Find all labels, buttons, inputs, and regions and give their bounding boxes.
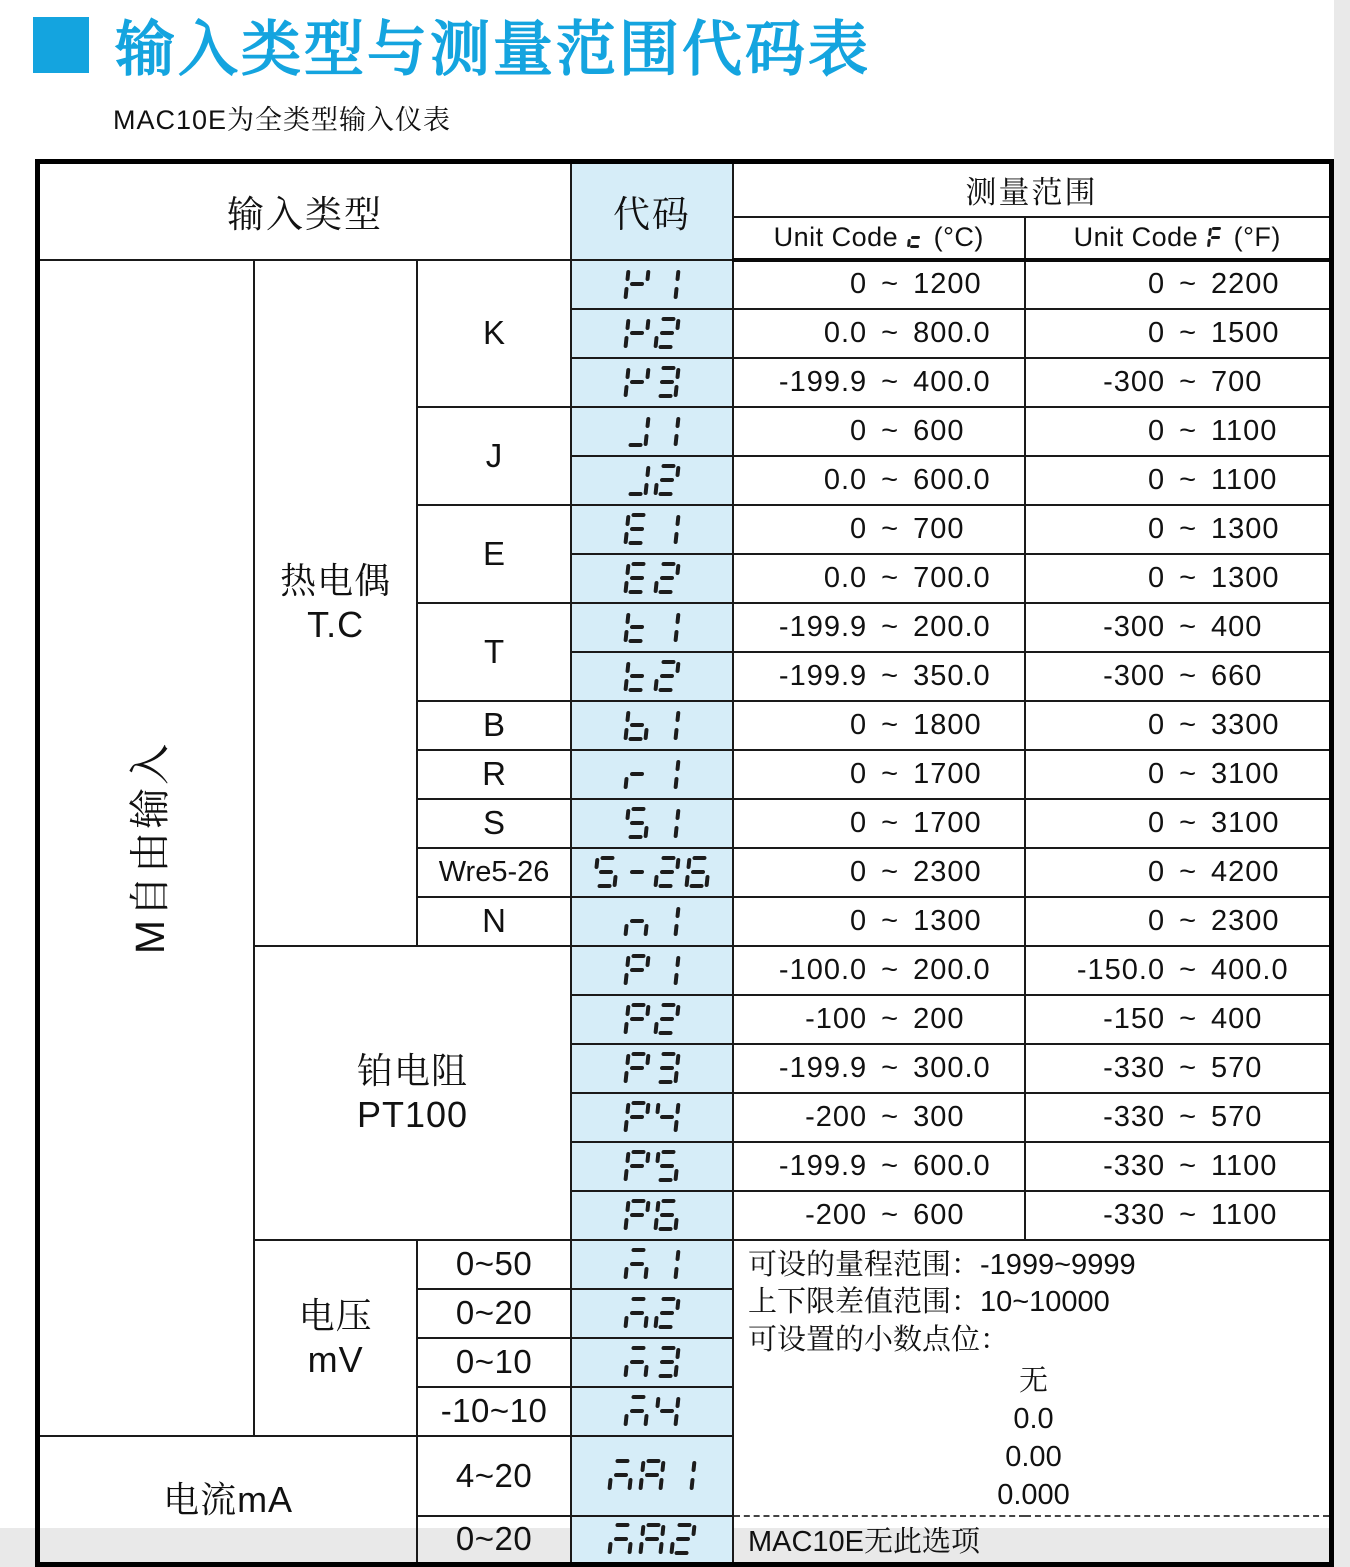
header-input-type: 输入类型 <box>38 162 571 260</box>
code-cell <box>571 799 733 848</box>
thermocouple-group-cell <box>254 260 417 946</box>
seven-segment-f-icon <box>1208 227 1223 248</box>
tc-type-cell: J <box>417 407 571 505</box>
range-f-cell: -330 ~ 570 <box>1025 1093 1332 1142</box>
thermocouple-label-cn: 热电偶 <box>280 560 392 602</box>
decimal-option: 无 <box>1018 1364 1048 1397</box>
code-cell <box>571 554 733 603</box>
range-c-cell: 0 ~ 600 <box>733 407 1025 456</box>
range-f-cell: 0 ~ 1300 <box>1025 505 1332 554</box>
seven-segment-code <box>625 513 679 545</box>
range-f-cell <box>1025 260 1332 309</box>
decimal-option: 0.000 <box>997 1479 1070 1512</box>
code-cell <box>571 750 733 799</box>
code-cell <box>571 456 733 505</box>
seven-segment-code <box>625 709 679 741</box>
note-line: 可设的量程范围：-1999~9999 <box>747 1248 1136 1281</box>
page-title-row <box>33 12 1334 83</box>
range-c-cell: -100 ~ 200 <box>733 995 1025 1044</box>
code-cell <box>571 995 733 1044</box>
range-c-cell: -200 ~ 300 <box>733 1093 1025 1142</box>
code-cell <box>571 1338 733 1387</box>
unit-c-prefix: Unit Code <box>773 222 899 252</box>
note-line: 可设置的小数点位： <box>747 1323 1009 1356</box>
tc-type-cell: Wre5-26 <box>417 848 571 897</box>
range-f-cell: -330 ~ 1100 <box>1025 1142 1332 1191</box>
voltage-range-cell: 0~20 <box>417 1289 571 1338</box>
range-c-cell: 0.0 ~ 700.0 <box>733 554 1025 603</box>
range-f-cell: 0 ~ 1300 <box>1025 554 1332 603</box>
tc-type-cell: T <box>417 603 571 701</box>
range-separator: ~ <box>1179 268 1198 300</box>
range-f-cell: -300 ~ 660 <box>1025 652 1332 701</box>
seven-segment-code <box>625 954 679 986</box>
code-cell <box>571 946 733 995</box>
header-row-1 <box>38 162 1332 217</box>
input-type-range-code-table <box>35 159 1334 1567</box>
range-c-cell: -199.9 ~ 200.0 <box>733 603 1025 652</box>
range-c-cell: 0.0 ~ 600.0 <box>733 456 1025 505</box>
seven-segment-code <box>625 1052 679 1084</box>
range-c-cell: -200 ~ 600 <box>733 1191 1025 1240</box>
range-f-cell: -300 ~ 700 <box>1025 358 1332 407</box>
voltage-range-cell: -10~10 <box>417 1387 571 1436</box>
unit-f-suffix: (°F) <box>1233 222 1281 252</box>
range-c-cell: 0 ~ 1300 <box>733 897 1025 946</box>
seven-segment-code <box>625 1101 679 1133</box>
voltage-range-cell: 0~10 <box>417 1338 571 1387</box>
tc-type-cell: B <box>417 701 571 750</box>
range-c-cell: -199.9 ~ 400.0 <box>733 358 1025 407</box>
table-row <box>38 260 1332 309</box>
code-cell <box>571 1516 733 1565</box>
seven-segment-code <box>625 1346 679 1378</box>
note-line: 上下限差值范围：10~10000 <box>747 1286 1110 1319</box>
seven-segment-code <box>625 317 679 349</box>
range-max: 2200 <box>1211 268 1280 300</box>
seven-segment-code <box>625 415 679 447</box>
mac-note-cell: MAC10E无此选项 <box>733 1516 1332 1565</box>
code-cell <box>571 505 733 554</box>
range-f-cell: 0 ~ 3300 <box>1025 701 1332 750</box>
range-c-cell: 0 ~ 1700 <box>733 750 1025 799</box>
range-f-cell: 0 ~ 3100 <box>1025 750 1332 799</box>
code-cell <box>571 309 733 358</box>
seven-segment-code <box>609 1523 694 1555</box>
tc-type-cell: K <box>417 260 571 407</box>
range-c-cell: -100.0 ~ 200.0 <box>733 946 1025 995</box>
seven-segment-code <box>625 1297 679 1329</box>
range-min: 0 <box>850 268 868 300</box>
voltage-range-cell: 0~50 <box>417 1240 571 1289</box>
seven-segment-code <box>625 1199 679 1231</box>
seven-segment-code <box>625 807 679 839</box>
seven-segment-code <box>625 1395 679 1427</box>
seven-segment-code <box>625 660 679 692</box>
range-f-cell: 0 ~ 1100 <box>1025 407 1332 456</box>
code-cell <box>571 1093 733 1142</box>
current-range-cell: 0~20 <box>417 1516 571 1565</box>
unit-c-suffix: (°C) <box>933 222 984 252</box>
code-cell <box>571 1044 733 1093</box>
code-cell <box>571 848 733 897</box>
range-f-cell: 0 ~ 1500 <box>1025 309 1332 358</box>
code-cell <box>571 1289 733 1338</box>
header-unit-fahrenheit <box>1025 217 1332 260</box>
seven-segment-code <box>625 1248 679 1280</box>
seven-segment-code <box>625 758 679 790</box>
rtd-label-en: PT100 <box>357 1093 469 1135</box>
header-unit-celsius <box>733 217 1025 260</box>
seven-segment-code <box>625 611 679 643</box>
range-c-cell: 0 ~ 1700 <box>733 799 1025 848</box>
range-c-cell: -199.9 ~ 600.0 <box>733 1142 1025 1191</box>
code-cell <box>571 260 733 309</box>
code-cell <box>571 407 733 456</box>
decimal-option: 0.0 <box>1013 1402 1054 1435</box>
seven-segment-code <box>594 856 710 888</box>
unit-f-prefix: Unit Code <box>1073 222 1199 252</box>
decimal-options <box>748 1362 1319 1515</box>
code-cell <box>571 358 733 407</box>
voltage-group-cell <box>254 1240 417 1436</box>
title-bullet-square-icon <box>33 17 89 73</box>
code-cell <box>571 1436 733 1516</box>
seven-segment-code <box>625 464 679 496</box>
range-f-cell: -300 ~ 400 <box>1025 603 1332 652</box>
seven-segment-code <box>625 366 679 398</box>
seven-segment-c-icon <box>908 227 923 248</box>
decimal-option: 0.00 <box>1005 1441 1062 1474</box>
code-cell <box>571 1240 733 1289</box>
range-f-cell: -150 ~ 400 <box>1025 995 1332 1044</box>
current-label: 电流mA <box>163 1478 294 1520</box>
range-f-cell: 0 ~ 1100 <box>1025 456 1332 505</box>
range-f-cell: -330 ~ 1100 <box>1025 1191 1332 1240</box>
current-group-cell <box>38 1436 418 1565</box>
code-cell <box>571 897 733 946</box>
settable-range-note-cell <box>733 1240 1332 1516</box>
range-f-cell: 0 ~ 3100 <box>1025 799 1332 848</box>
code-cell <box>571 701 733 750</box>
seven-segment-code <box>625 268 679 300</box>
header-code: 代码 <box>571 162 733 260</box>
rtd-label-cn: 铂电阻 <box>357 1050 469 1092</box>
range-f-cell: -330 ~ 570 <box>1025 1044 1332 1093</box>
tc-type-cell: E <box>417 505 571 603</box>
free-input-group-cell <box>38 260 255 1436</box>
range-f-cell: -150.0 ~ 400.0 <box>1025 946 1332 995</box>
code-cell <box>571 1191 733 1240</box>
range-separator: ~ <box>881 268 900 300</box>
seven-segment-code <box>625 1003 679 1035</box>
range-c-cell: 0 ~ 1800 <box>733 701 1025 750</box>
tc-type-cell: S <box>417 799 571 848</box>
range-min: 0 <box>1147 268 1166 300</box>
range-f-cell: 0 ~ 2300 <box>1025 897 1332 946</box>
header-measure-range: 测量范围 <box>733 162 1332 217</box>
code-cell <box>571 1142 733 1191</box>
voltage-label-en: mV <box>307 1338 364 1380</box>
code-cell <box>571 1387 733 1436</box>
seven-segment-code <box>625 1150 679 1182</box>
range-f-cell: 0 ~ 4200 <box>1025 848 1332 897</box>
range-c-cell: 0 ~ 700 <box>733 505 1025 554</box>
range-c-cell: 0 ~ 2300 <box>733 848 1025 897</box>
range-max: 1200 <box>913 268 982 300</box>
rtd-group-cell <box>254 946 571 1240</box>
range-c-cell: -199.9 ~ 350.0 <box>733 652 1025 701</box>
tc-type-cell: R <box>417 750 571 799</box>
current-range-cell: 4~20 <box>417 1436 571 1516</box>
code-cell <box>571 603 733 652</box>
seven-segment-code <box>609 1459 694 1491</box>
page-title: 输入类型与测量范围代码表 <box>115 16 871 83</box>
range-c-cell <box>733 260 1025 309</box>
range-c-cell: 0.0 ~ 800.0 <box>733 309 1025 358</box>
page-subtitle: MAC10E为全类型输入仪表 <box>113 105 452 135</box>
seven-segment-code <box>625 905 679 937</box>
free-input-label: M自由输入 <box>127 740 174 955</box>
tc-type-cell: N <box>417 897 571 946</box>
range-c-cell: -199.9 ~ 300.0 <box>733 1044 1025 1093</box>
thermocouple-label-en: T.C <box>307 603 365 645</box>
seven-segment-code <box>625 562 679 594</box>
code-cell <box>571 652 733 701</box>
voltage-label-cn: 电压 <box>298 1295 373 1337</box>
